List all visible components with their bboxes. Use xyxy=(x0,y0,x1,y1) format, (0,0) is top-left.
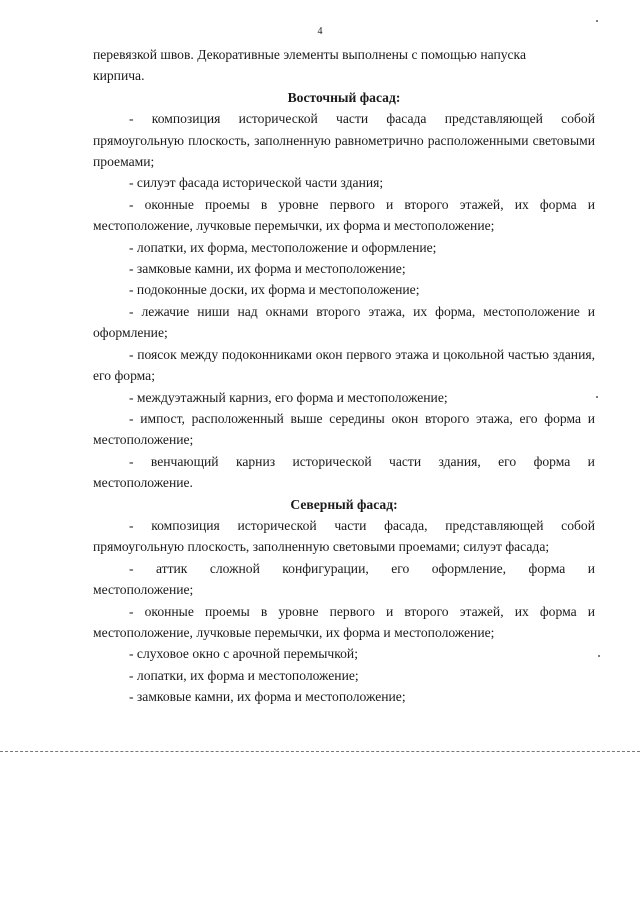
north-facade-item: - оконные проемы в уровне первого и второго этажей, их форма и местоположение, лучковые перемычки, их форма и местоположение; xyxy=(93,603,595,640)
east-facade-item: - подоконные доски, их форма и местоположение; xyxy=(129,282,420,298)
east-facade-item: - замковые камни, их форма и местоположение; xyxy=(129,261,406,277)
word: конфигурации, xyxy=(282,560,369,576)
word: здания, xyxy=(438,453,481,469)
north-facade-item: - композиция исторической части фасада, представляющей собой прямоугольную плоскость, заполненную световыми проемами; силуэт фасада; xyxy=(93,517,595,555)
east-facade-item: - поясок между подоконниками окон первого этажа и цокольной частью здания, его форма; xyxy=(93,346,595,384)
east-facade-item: - силуэт фасада исторической части здания; xyxy=(129,175,384,191)
intro-line: перевязкой швов. Декоративные элементы выполнены с помощью напуска xyxy=(93,47,526,62)
word: аттик xyxy=(155,560,188,576)
word: исторической xyxy=(292,453,372,469)
scan-speck xyxy=(596,20,598,22)
east-facade-item: - лежачие ниши над окнами второго этажа, их форма, местоположение и оформление; xyxy=(93,303,595,341)
word: карниз xyxy=(235,453,276,469)
east-facade-item-continuation: местоположение. xyxy=(93,475,193,491)
word: сложной xyxy=(209,560,260,576)
east-facade-item: - оконные проемы в уровне первого и второго этажей, их форма и местоположение, лучковые перемычки, их форма и местоположение; xyxy=(93,196,595,234)
east-facade-item: - междуэтажный карниз, его форма и местоположение; xyxy=(129,389,448,405)
word: оформление, xyxy=(431,560,507,576)
word: форма xyxy=(533,453,571,469)
word: венчающий xyxy=(150,453,219,469)
east-facade-item: - композиция исторической части фасада представляющей собой прямоугольную плоскость, заполненную равнометрично расположенными световыми проемами; xyxy=(93,111,595,170)
word: форма xyxy=(528,560,566,576)
document-body xyxy=(93,44,595,708)
word: части xyxy=(389,453,422,469)
word: его xyxy=(391,560,410,576)
word: и xyxy=(587,560,595,576)
east-facade-item: - лопатки, их форма, местоположение и оформление; xyxy=(129,239,437,255)
east-facade-item-spaced xyxy=(93,451,595,472)
word: и xyxy=(587,453,595,469)
word: его xyxy=(498,453,517,469)
scan-speck xyxy=(596,396,598,398)
word: - xyxy=(129,453,134,469)
scan-speck xyxy=(598,655,600,657)
north-facade-heading: Северный фасад: xyxy=(290,496,398,512)
north-facade-item-spaced xyxy=(93,558,595,579)
intro-line: кирпича. xyxy=(93,68,145,84)
scan-divider-line xyxy=(0,751,640,752)
page-number: 4 xyxy=(317,26,323,37)
north-facade-item: - замковые камни, их форма и местоположение; xyxy=(129,689,406,705)
north-facade-item: - лопатки, их форма и местоположение; xyxy=(129,667,359,683)
word: - xyxy=(129,560,134,576)
north-facade-item: - слуховое окно с арочной перемычкой; xyxy=(129,646,358,662)
east-facade-heading: Восточный фасад: xyxy=(287,89,401,105)
north-facade-item-continuation: местоположение; xyxy=(93,582,194,598)
east-facade-item: - импост, расположенный выше середины окон второго этажа, его форма и местоположение; xyxy=(93,410,595,448)
